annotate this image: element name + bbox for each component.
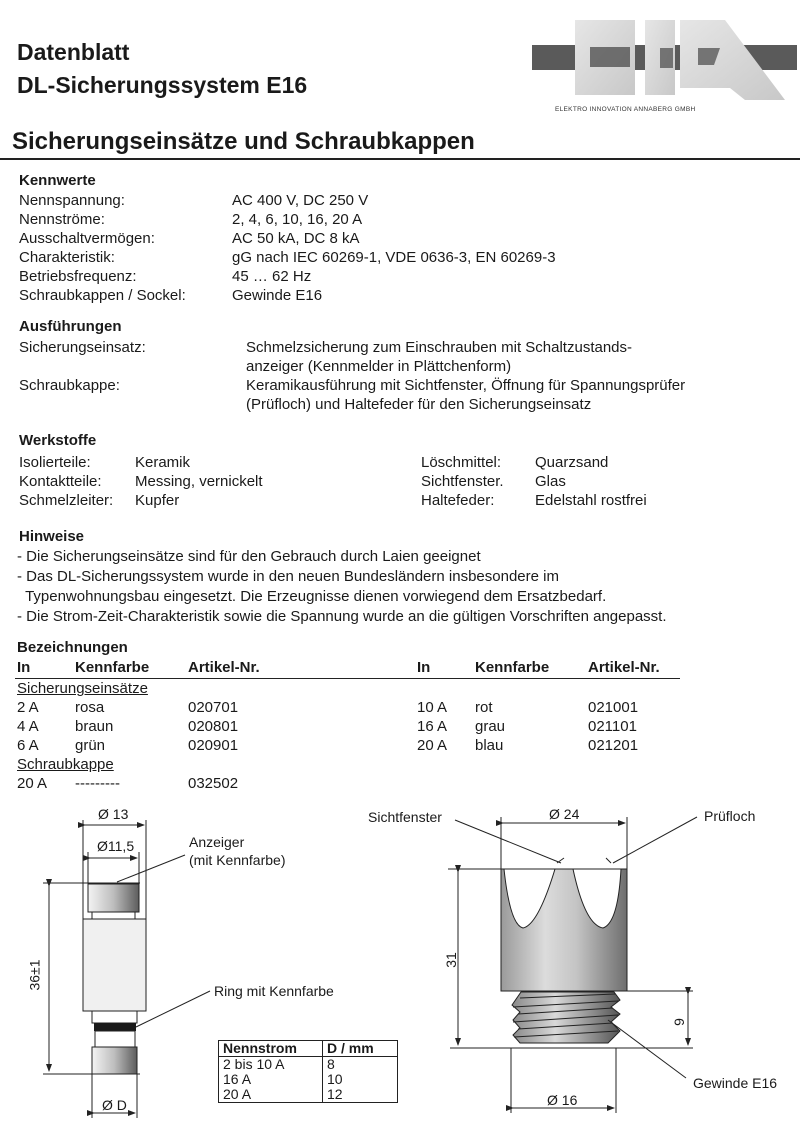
cell-d: 8 (323, 1057, 398, 1073)
bez-nr: 020701 (188, 699, 239, 716)
section-subtitle: Sicherungseinsätze und Schraubkappen (12, 128, 475, 155)
werkstoffe-list (19, 453, 735, 510)
dim-bottom-diameter: Ø 16 (547, 1092, 578, 1108)
cell-nennstrom: 2 bis 10 A (219, 1057, 323, 1073)
kennwerte-label: Nennströme: (19, 211, 105, 228)
col-header-in: In (17, 659, 31, 676)
hinweise-list (17, 547, 797, 627)
hinweis-item: Typenwohnungsbau eingesetzt. Die Erzeugnisse dienen vorwiegend dem Ersatzbedarf. (17, 588, 607, 605)
header-d-mm: D / mm (323, 1041, 398, 1057)
kennwerte-value: 2, 4, 6, 10, 16, 20 A (232, 211, 363, 228)
bez-in: 10 A (417, 699, 448, 716)
dim-length: 36±1 (27, 959, 44, 991)
kennwerte-value: Gewinde E16 (232, 287, 323, 304)
company-logo (530, 20, 800, 120)
kennwerte-label: Betriebsfrequenz: (19, 268, 137, 285)
werkstoff-value: Quarzsand (535, 454, 609, 471)
ausfuehrung-spacer (19, 357, 246, 376)
cell-nennstrom: 16 A (219, 1072, 323, 1087)
bezeichnungen-header (17, 658, 688, 677)
label-gewinde: Gewinde E16 (693, 1075, 778, 1091)
bez-in: 4 A (17, 718, 39, 735)
group-label-schraubkappe: Schraubkappe (17, 756, 114, 773)
eia-logo-icon (530, 20, 800, 100)
cell-d: 10 (323, 1072, 398, 1087)
ausfuehrung-label: Sicherungseinsatz: (19, 339, 146, 356)
kennwerte-value: 45 … 62 Hz (232, 268, 312, 285)
label-anzeiger: Anzeiger (189, 834, 245, 850)
bez-in: 2 A (17, 699, 39, 716)
ausfuehrung-label: Schraubkappe: (19, 377, 120, 394)
label-ring: Ring mit Kennfarbe (214, 983, 334, 999)
werkstoff-label: Sichtfenster. (421, 473, 504, 490)
bez-nr: 020801 (188, 718, 239, 735)
kennwerte-value: AC 50 kA, DC 8 kA (232, 230, 360, 247)
col-header-kennfarbe: Kennfarbe (475, 659, 550, 676)
cell-nennstrom: 20 A (219, 1087, 323, 1103)
bez-in: 16 A (417, 718, 448, 735)
bez-in: 20 A (17, 775, 48, 792)
col-header-artikel: Artikel-Nr. (588, 659, 660, 676)
bez-farbe: blau (475, 737, 504, 754)
bez-nr: 032502 (188, 775, 239, 792)
werkstoff-value: Glas (535, 473, 566, 490)
bez-nr: 020901 (188, 737, 239, 754)
kennwerte-value: AC 400 V, DC 250 V (232, 192, 369, 209)
title-rule (0, 158, 800, 160)
bez-nr: 021001 (588, 699, 639, 716)
kennwerte-heading: Kennwerte (19, 172, 96, 189)
bez-farbe: rot (475, 699, 493, 716)
hinweis-item: - Das DL-Sicherungssystem wurde in den neuen Bundesländern insbesondere im (17, 568, 559, 585)
group-spacer (417, 679, 688, 698)
kennwerte-list (19, 191, 792, 305)
logo-company-name: ELEKTRO INNOVATION ANNABERG GMBH (555, 106, 696, 113)
bez-farbe: braun (75, 718, 114, 735)
hinweis-item: - Die Strom-Zeit-Charakteristik sowie die Spannung wurde an die gültigen Vorschriften angepasst. (17, 608, 667, 625)
bez-nr: 021101 (588, 718, 637, 735)
kennwerte-label: Nennspannung: (19, 192, 125, 209)
werkstoffe-heading: Werkstoffe (19, 432, 97, 449)
label-sichtfenster: Sichtfenster (368, 809, 442, 825)
group-label-sicherungseinsaetze: Sicherungseinsätze (17, 680, 148, 697)
werkstoff-label: Isolierteile: (19, 454, 91, 471)
bez-in: 20 A (417, 737, 448, 754)
dim-height-box (443, 945, 459, 975)
werkstoff-label: Kontaktteile: (19, 473, 102, 490)
werkstoff-value: Keramik (135, 454, 191, 471)
label-anzeiger-sub: (mit Kennfarbe) (189, 852, 286, 868)
dim-thread-height-box (671, 1012, 687, 1032)
kennwerte-label: Schraubkappen / Sockel: (19, 287, 186, 304)
werkstoff-value: Edelstahl rostfrei (535, 492, 647, 509)
header-nennstrom: Nennstrom (219, 1041, 323, 1057)
werkstoff-value: Messing, vernickelt (135, 473, 263, 490)
bezeichnungen-heading: Bezeichnungen (17, 639, 128, 656)
werkstoff-label: Löschmittel: (421, 454, 502, 471)
doc-title-line1: Datenblatt (17, 39, 130, 65)
werkstoff-label: Schmelzleiter: (19, 492, 114, 509)
hinweis-item: - Die Sicherungseinsätze sind für den Gebrauch durch Laien geeignet (17, 548, 481, 565)
ausfuehrung-text: Keramikausführung mit Sichtfenster, Öffnung für Spannungsprüfer (246, 377, 686, 394)
hinweise-heading: Hinweise (19, 528, 85, 545)
werkstoff-value: Kupfer (135, 492, 180, 509)
dim-height: 31 (442, 952, 459, 968)
kennwerte-value: gG nach IEC 60269-1, VDE 0636-3, EN 60269-3 (232, 249, 556, 266)
bez-farbe: rosa (75, 699, 105, 716)
bez-in: 6 A (17, 737, 39, 754)
dim-d: Ø D (102, 1097, 127, 1113)
ausfuehrung-text: anzeiger (Kennmelder in Plättchenform) (246, 358, 512, 375)
ausfuehrung-spacer (19, 395, 246, 414)
col-header-artikel: Artikel-Nr. (188, 659, 260, 676)
bez-farbe: grau (475, 718, 506, 735)
kennwerte-label: Charakteristik: (19, 249, 115, 266)
col-header-in: In (417, 659, 431, 676)
bez-nr: 021201 (588, 737, 639, 754)
cell-d: 12 (323, 1087, 398, 1103)
label-pruefloch: Prüfloch (704, 808, 756, 824)
ausfuehrungen-heading: Ausführungen (19, 318, 122, 335)
ausfuehrung-text: Schmelzsicherung zum Einschrauben mit Schaltzustands- (246, 339, 633, 356)
ausfuehrung-text: (Prüfloch) und Haltefeder für den Sicherungseinsatz (246, 396, 592, 413)
werkstoff-label: Haltefeder: (421, 492, 495, 509)
bez-farbe: --------- (75, 775, 120, 792)
bezeichnungen-table (17, 679, 688, 793)
dim-inner-diameter: Ø11,5 (97, 838, 135, 854)
group-spacer (417, 755, 688, 774)
ausfuehrungen-list (19, 338, 791, 414)
kennwerte-label: Ausschaltvermögen: (19, 230, 155, 247)
col-header-kennfarbe: Kennfarbe (75, 659, 150, 676)
doc-title-line2: DL-Sicherungssystem E16 (17, 72, 308, 98)
dim-thread-height: 9 (670, 1018, 687, 1026)
dim-length-box (27, 945, 43, 1005)
bez-farbe: grün (75, 737, 106, 754)
dim-outer-diameter: Ø 13 (98, 806, 129, 822)
dim-top-diameter: Ø 24 (549, 806, 580, 822)
